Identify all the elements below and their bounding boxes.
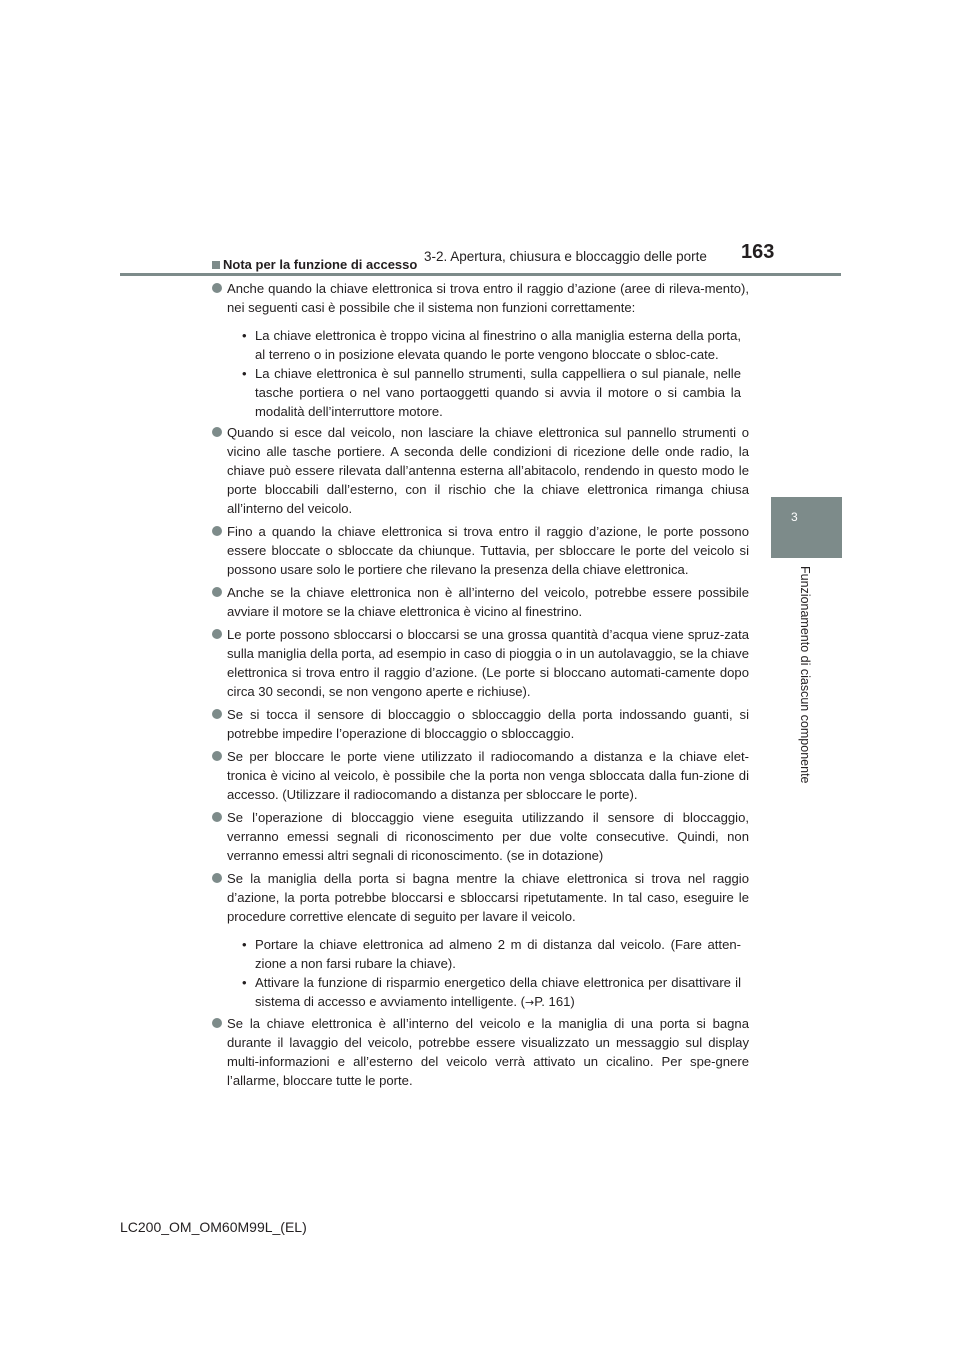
sub-list-item — [227, 326, 749, 364]
sub-list-item-text: La chiave elettronica è troppo vicina al finestrino o alla maniglia esterna della porta, al terreno o in posizione elevata quando le porte vengono bloccate o sbloc-cate. — [255, 328, 741, 362]
sub-list-item — [227, 364, 749, 421]
sub-list — [227, 935, 749, 1012]
sub-bullet: • — [242, 328, 247, 343]
list-item-text: Se la chiave elettronica è all’interno del veicolo e la maniglia di una porta si bagna durante il lavaggio del veicolo, potrebbe essere visualizzato un messaggio sul display multi-informazioni e all’esterno del veicolo verrà attivato un cicalino. Per spe-gnere l’allarme, bloccare tutte le porte. — [227, 1016, 749, 1088]
sub-list — [227, 326, 749, 421]
square-bullet-icon — [212, 261, 220, 269]
list-item-text: Se l’operazione di bloccaggio viene eseguita utilizzando il sensore di bloccaggio, verranno emessi segnali di riconoscimento per due volte consecutive. Quindi, non verranno emessi altri segnali di riconoscimento. (se in dotazione) — [227, 810, 749, 863]
main-content — [212, 256, 749, 1094]
circle-bullet-icon — [212, 873, 222, 883]
list-item-text: Se per bloccare le porte viene utilizzato il radiocomando a distanza e la chiave elet-tronica è vicino al veicolo, è possibile che la porta non venga sbloccata dalla fun-zione di accesso. (Utilizzare il radiocomando a distanza per sbloccare le porte). — [227, 749, 749, 802]
circle-bullet-icon — [212, 427, 222, 437]
list-item — [212, 705, 749, 743]
list-item-text: Anche quando la chiave elettronica si trova entro il raggio d’azione (aree di rileva-mento), nei seguenti casi è possibile che il sistema non funzioni correttamente: — [227, 281, 749, 315]
sub-list-item-text: La chiave elettronica è sul pannello strumenti, sulla cappelliera o sul pianale, nelle tasche portiera o nel vano portaoggetti quando si avvia il motore o si cambia la modalità dell’interruttore motore. — [255, 366, 741, 419]
list-item — [212, 808, 749, 865]
circle-bullet-icon — [212, 812, 222, 822]
list-item — [212, 423, 749, 518]
list-item — [212, 869, 749, 1012]
section-heading-text: Nota per la funzione di accesso — [223, 257, 418, 272]
page-reference-link[interactable]: P. 161 — [534, 994, 571, 1009]
section-heading — [212, 256, 749, 273]
circle-bullet-icon — [212, 283, 222, 293]
header-section-title: 3-2. Apertura, chiusura e bloccaggio delle porte — [424, 249, 707, 264]
sub-list-item — [227, 935, 749, 973]
circle-bullet-icon — [212, 629, 222, 639]
chapter-side-label: Funzionamento di ciascun componente — [798, 566, 812, 784]
list-item-text: Anche se la chiave elettronica non è all’interno del veicolo, potrebbe essere possibile avviare il motore se la chiave elettronica è vicino al finestrino. — [227, 585, 749, 619]
sub-list-item-text: Portare la chiave elettronica ad almeno 2 m di distanza dal veicolo. (Fare atten-zione a non farsi rubare la chiave). — [255, 937, 741, 971]
circle-bullet-icon — [212, 709, 222, 719]
sub-bullet: • — [242, 366, 247, 381]
list-item-text: Fino a quando la chiave elettronica si trova entro il raggio d’azione, le porte possono essere bloccate o sbloccate da chiunque. Tuttavia, per sbloccare le porte del veicolo si possono usare solo le portiere che rilevano la presenza della chiave elettronica. — [227, 524, 749, 577]
list-item — [212, 625, 749, 701]
list-item — [212, 1014, 749, 1090]
list-item — [212, 747, 749, 804]
list-item-text: Se si tocca il sensore di bloccaggio o sbloccaggio della porta indossando guanti, si potrebbe impedire l’operazione di bloccaggio o sbloccaggio. — [227, 707, 749, 741]
circle-bullet-icon — [212, 526, 222, 536]
sub-bullet: • — [242, 975, 247, 990]
list-item — [212, 279, 749, 421]
sub-list-item: • Attivare la funzione di risparmio energetico della chiave elettronica per disattivare il sistema di accesso e avviamento intelligente. (→P. 161) — [242, 975, 741, 1009]
circle-bullet-icon — [212, 587, 222, 597]
page-reference-arrow-icon: → — [525, 996, 535, 1009]
page-number: 163 — [741, 241, 775, 263]
list-item-text: Se la maniglia della porta si bagna mentre la chiave elettronica si trova nel raggio d’azione, la porta potrebbe bloccarsi e sbloccarsi ripetutamente. In tal caso, eseguire le procedure correttive elencate di seguito per lavare il veicolo. — [227, 871, 749, 924]
list-item — [212, 522, 749, 579]
circle-bullet-icon — [212, 751, 222, 761]
chapter-number: 3 — [791, 510, 798, 524]
sub-bullet: • — [242, 937, 247, 952]
circle-bullet-icon — [212, 1018, 222, 1028]
list-item — [212, 583, 749, 621]
list-item-text: Le porte possono sbloccarsi o bloccarsi se una grossa quantità d’acqua viene spruz-zata sulla maniglia della porta, ad esempio in caso di pioggia o in un autolavaggio, se la chiave elettronica si trova entro il raggio d’azione. (Le porte si bloccano automati-camente dopo circa 30 secondi, se non vengono aperte e richiuse). — [227, 627, 749, 699]
list-item-text: Quando si esce dal veicolo, non lasciare la chiave elettronica sul pannello strumenti o vicino alle tasche portiere. A seconda delle condizioni di ricezione delle onde radio, la chiave può essere rilevata dall’antenna esterna all’abitacolo, rendendo in questo modo le porte bloccabili dall’esterno, con il rischio che la chiave elettronica rimanga chiusa all’interno del veicolo. — [227, 425, 749, 516]
chapter-tab — [771, 497, 842, 558]
footer-document-code: LC200_OM_OM60M99L_(EL) — [120, 1219, 307, 1235]
sub-list-item-text: Attivare la funzione di risparmio energetico della chiave elettronica per disattivare il sistema di accesso e avviamento intelligente. — [255, 975, 741, 1009]
